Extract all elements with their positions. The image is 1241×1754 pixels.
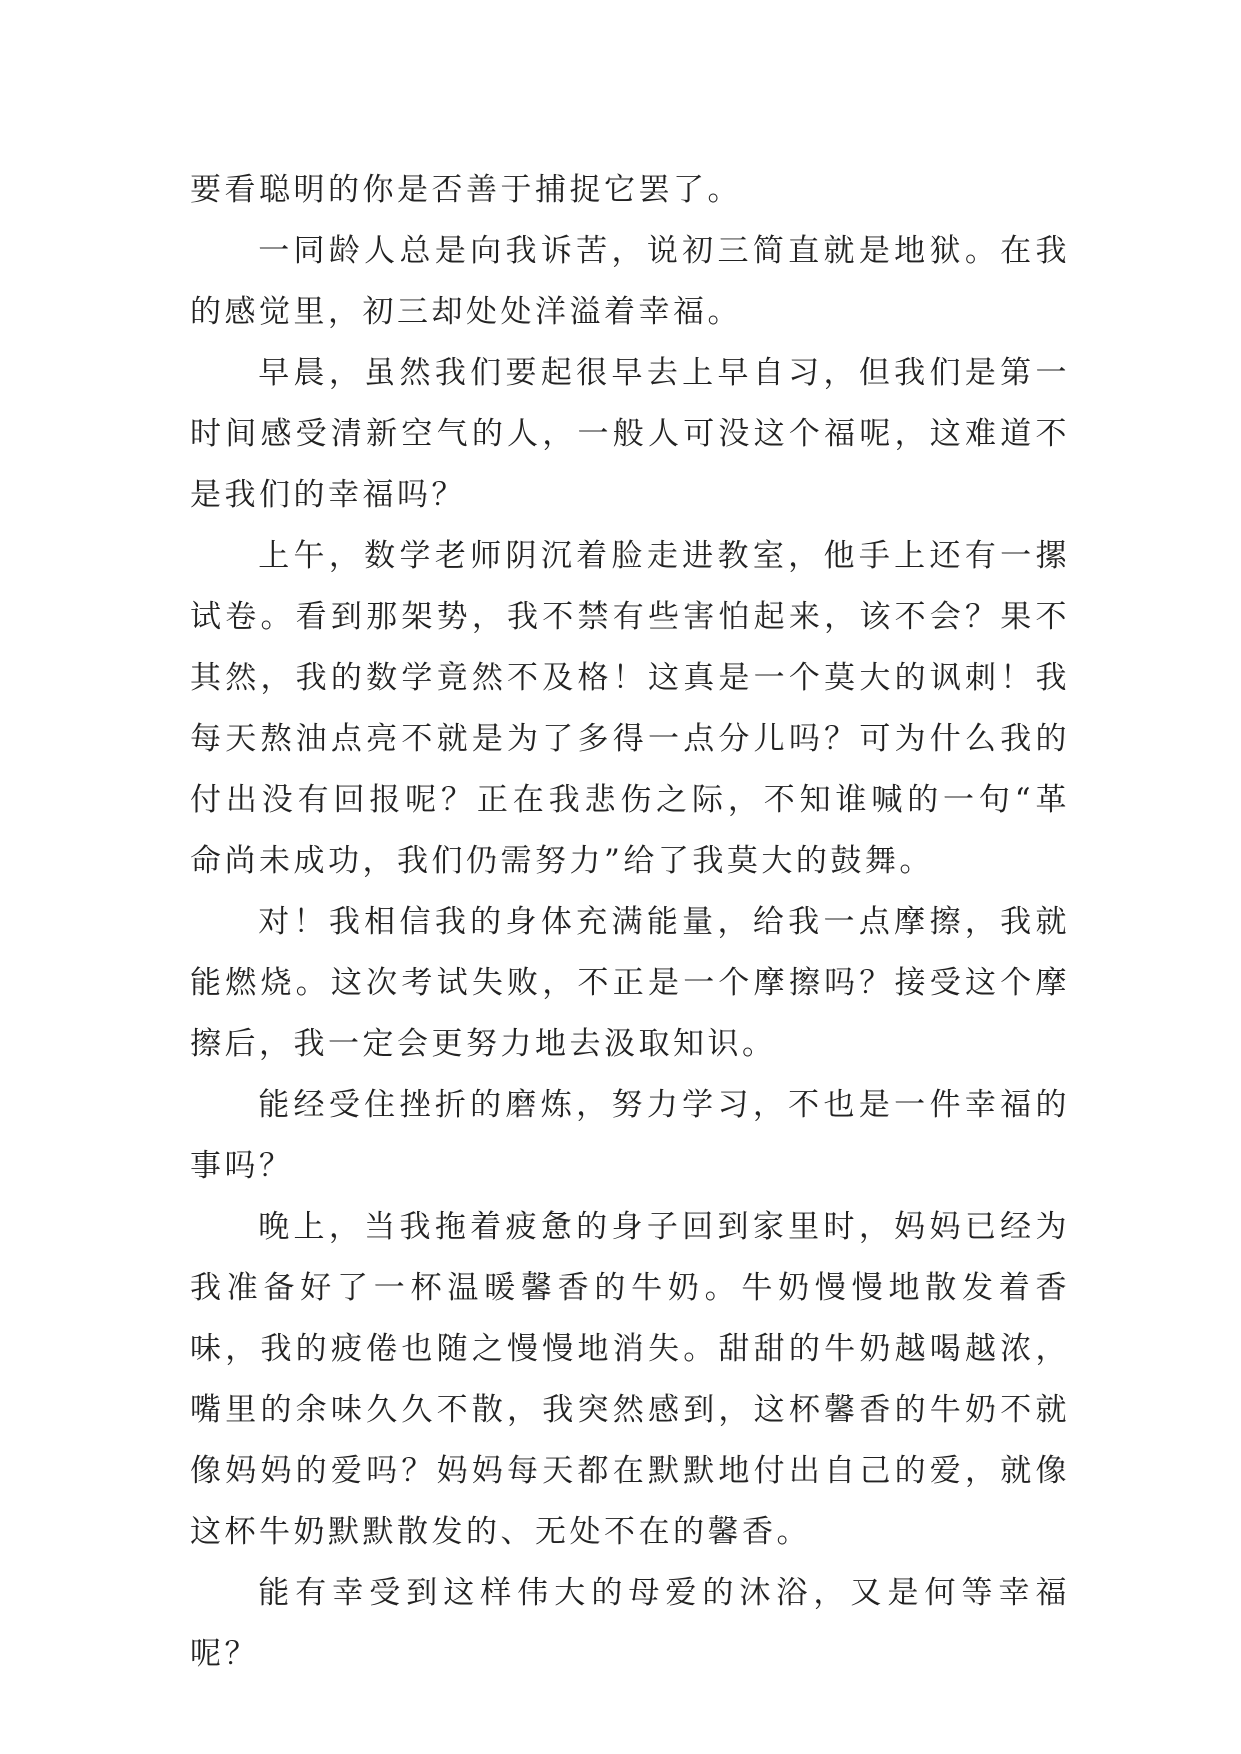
paragraph-3: 早晨，虽然我们要起很早去上早自习，但我们是第一时间感受清新空气的人，一般人可没这个福呢，这难道不是我们的幸福吗？	[190, 355, 1070, 513]
paragraph-1: 要看聪明的你是否善于捕捉它罢了。	[190, 172, 742, 208]
paragraph-7: 晚上，当我拖着疲惫的身子回到家里时，妈妈已经为我准备好了一杯温暖馨香的牛奶。牛奶慢慢地散发着香味，我的疲倦也随之慢慢地消失。甜甜的牛奶越喝越浓，嘴里的余味久久不散，我突然感到，这杯馨香的牛奶不就像妈妈的爱吗？妈妈每天都在默默地付出自己的爱，就像这杯牛奶默默散发的、无处不在的馨香。	[190, 1209, 1070, 1550]
paragraph-6: 能经受住挫折的磨炼，努力学习，不也是一件幸福的事吗？	[190, 1087, 1070, 1184]
paragraph-4: 上午，数学老师阴沉着脸走进教室，他手上还有一摞试卷。看到那架势，我不禁有些害怕起来，该不会？果不其然，我的数学竟然不及格！这真是一个莫大的讽刺！我每天熬油点亮不就是为了多得一点分儿吗？可为什么我的付出没有回报呢？正在我悲伤之际，不知谁喊的一句“革命尚未成功，我们仍需努力”给了我莫大的鼓舞。	[190, 538, 1070, 879]
essay-body	[190, 160, 1070, 1685]
paragraph-2: 一同龄人总是向我诉苦，说初三简直就是地狱。在我的感觉里，初三却处处洋溢着幸福。	[190, 233, 1070, 330]
paragraph-5: 对！我相信我的身体充满能量，给我一点摩擦，我就能燃烧。这次考试失败，不正是一个摩擦吗？接受这个摩擦后，我一定会更努力地去汲取知识。	[190, 904, 1070, 1062]
paragraph-8: 能有幸受到这样伟大的母爱的沐浴，又是何等幸福呢？	[190, 1575, 1070, 1672]
